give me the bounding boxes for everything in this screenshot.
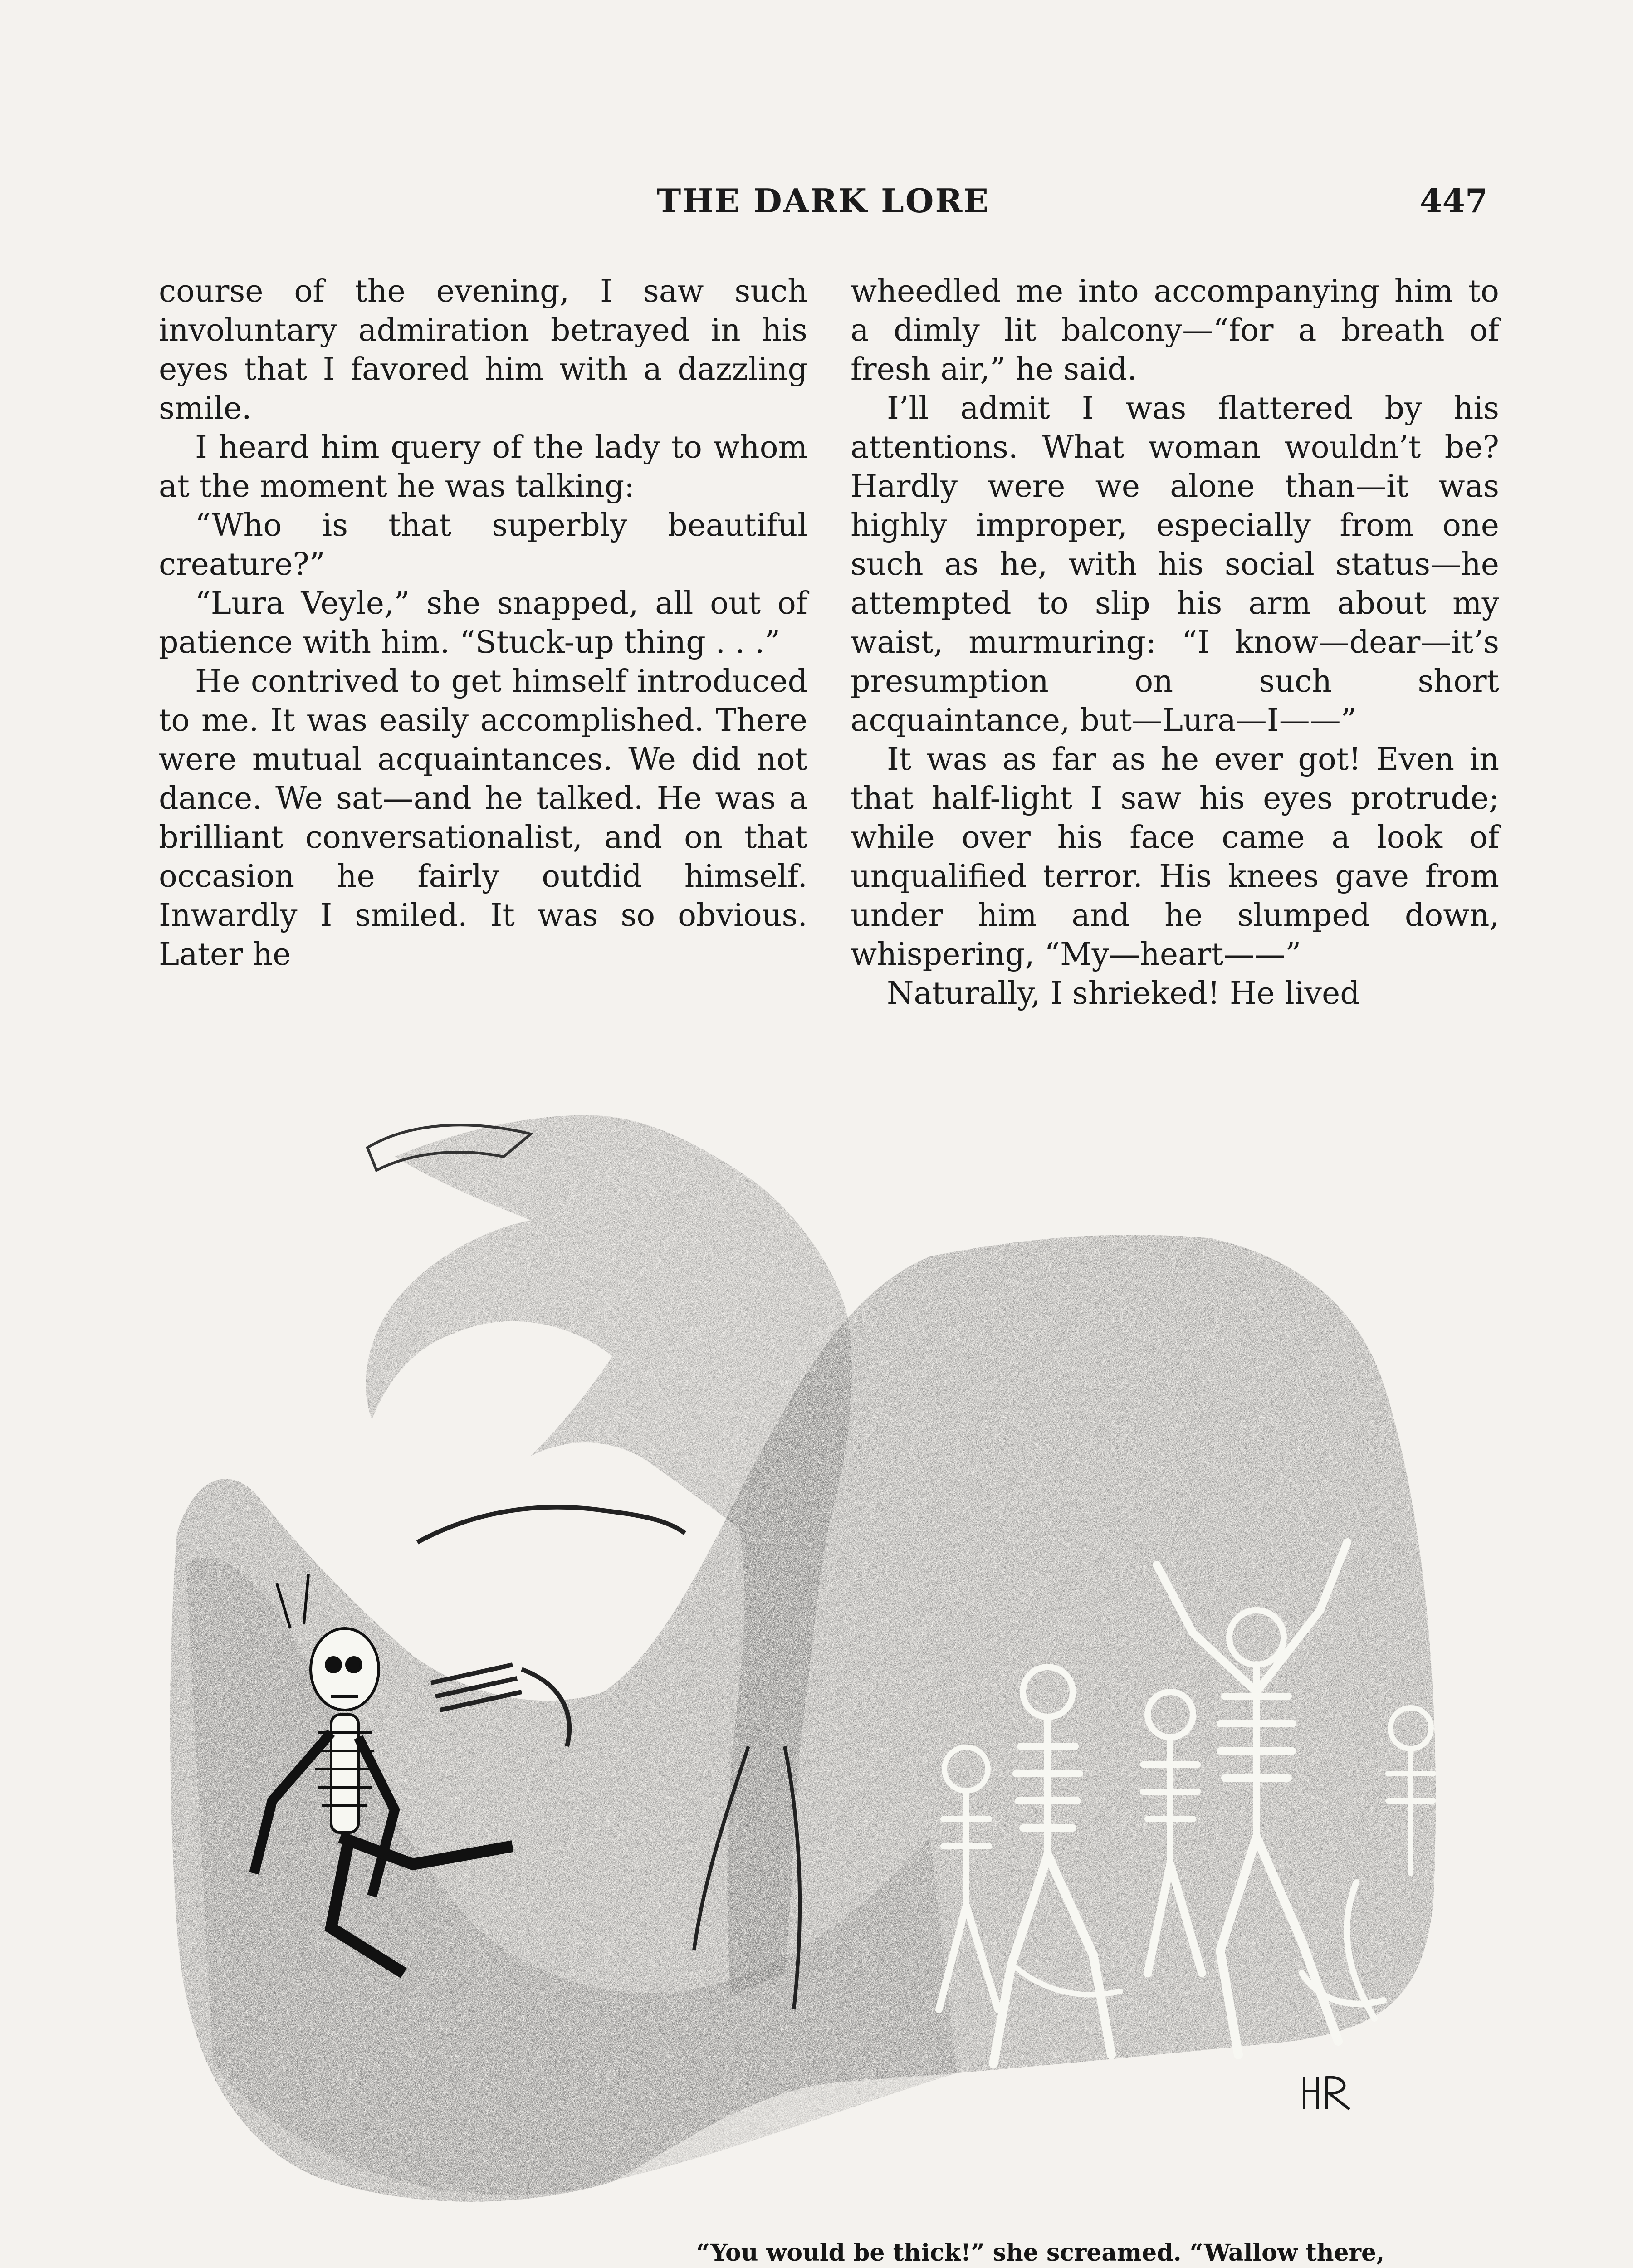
left-column [159, 272, 807, 974]
caption-line: “You would be thick!” she screamed. “Wallow there, [696, 2239, 1385, 2267]
page-number: 447 [1419, 181, 1488, 220]
right-column [851, 272, 1499, 1013]
paragraph: He contrived to get himself introduced to me. It was easily accomplished. There were mutual acquaintances. We did not dance. We sat—and he talked. He was a brilliant conversationalist, and on that occasion he fairly outdid himself. Inwardly I smiled. It was so obvious. Later he [159, 664, 807, 973]
paragraph: course of the evening, I saw such involuntary admiration betrayed in his eyes that I favored him with a dazzling smile. [159, 274, 807, 426]
artist-signature [1304, 2077, 1349, 2109]
paragraph: “Lura Veyle,” she snapped, all out of patience with him. “Stuck-up thing . . .” [159, 586, 807, 660]
running-head [159, 181, 1488, 227]
paragraph: I’ll admit I was flattered by his attentions. What woman wouldn’t be? Hardly were we alone than—it was highly improper, especially from one such as he, with his social status—he attempted to slip his arm about my waist, murmuring: “I know—dear—it’s presumption on such short acquaintance, but—Lura—I——” [851, 391, 1499, 738]
paragraph: “Who is that superbly beautiful creature?” [159, 508, 807, 582]
running-title: THE DARK LORE [656, 181, 990, 220]
paragraph: wheedled me into accompanying him to a dimly lit balcony—“for a breath of fresh air,” he said. [851, 274, 1499, 387]
illustration-caption [696, 2239, 1495, 2268]
paragraph: I heard him query of the lady to whom at the moment he was talking: [159, 430, 807, 504]
paragraph: Naturally, I shrieked! He lived [887, 976, 1360, 1012]
paragraph: It was as far as he ever got! Even in that half-light I saw his eyes protrude; while over his face came a look of unqualified terror. His knees gave from under him and he slumped down, whispering, “My—heart——” [851, 742, 1499, 973]
skeleton-illustration [159, 1066, 1488, 2268]
